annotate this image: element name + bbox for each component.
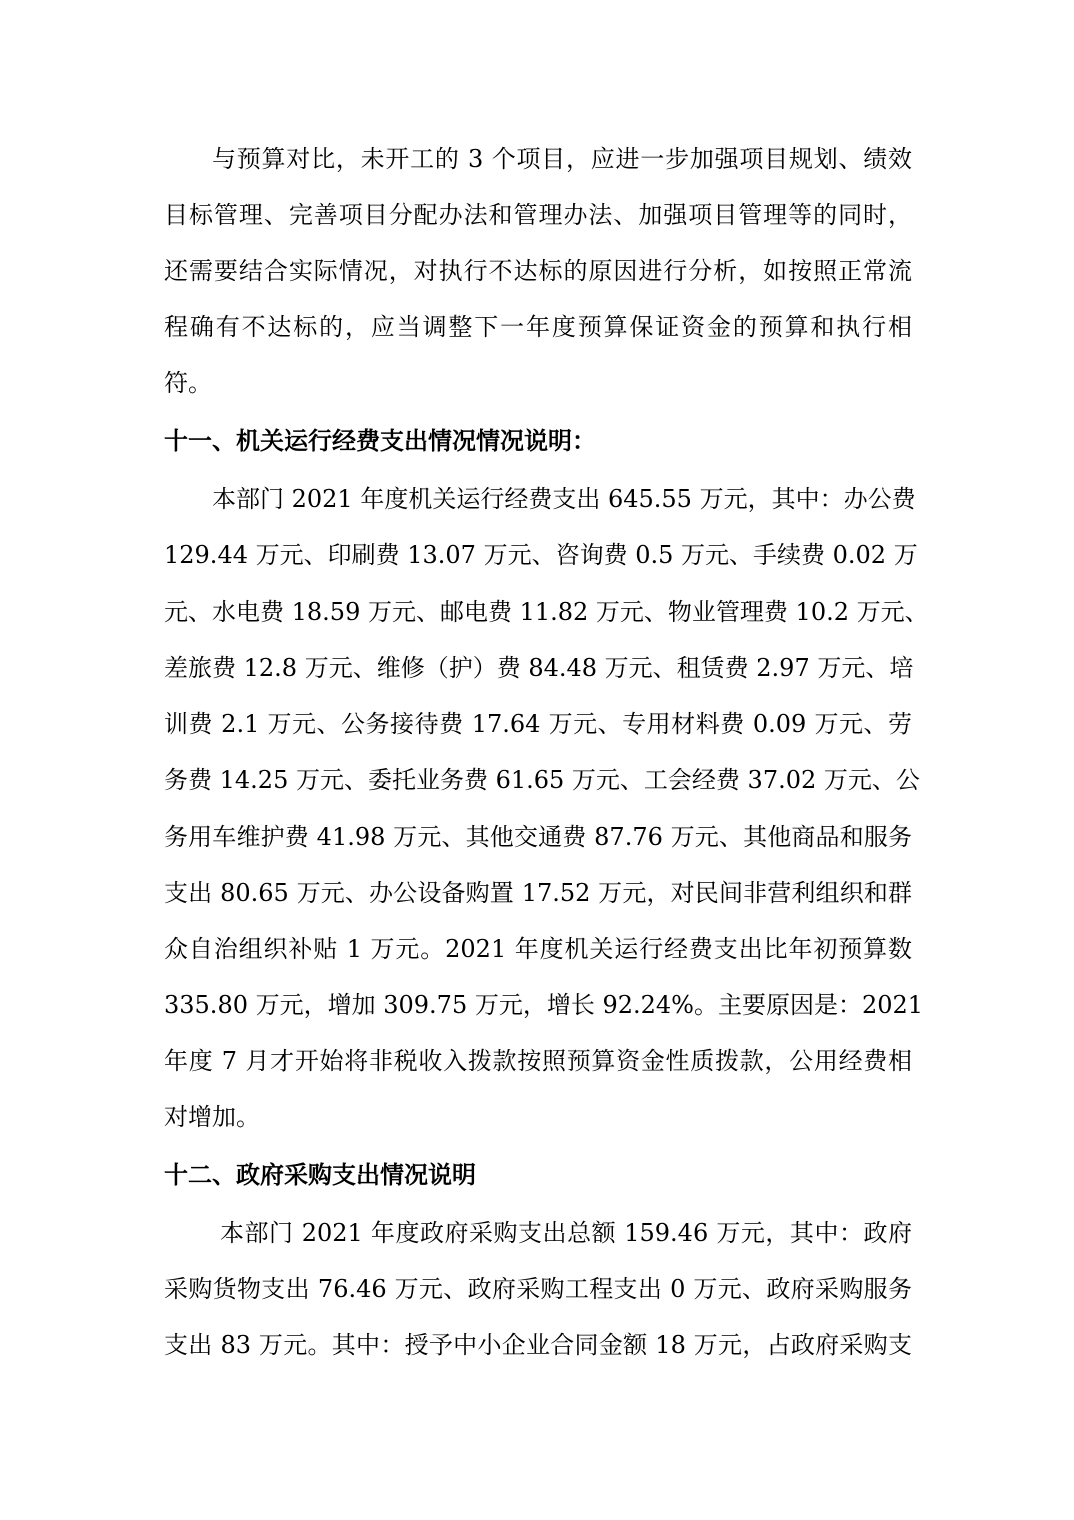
section-11-line-6: 务费 14.25 万元、委托业务费 61.65 万元、工会经费 37.02 万元、公	[164, 766, 920, 794]
section-11-line-3: 元、水电费 18.59 万元、邮电费 11.82 万元、物业管理费 10.2 万元、	[164, 598, 929, 626]
section-11-line-9: 众自治组织补贴 1 万元。2021 年度机关运行经费支出比年初预算数	[164, 935, 912, 963]
section-11-line-8: 支出 80.65 万元、办公设备购置 17.52 万元，对民间非营利组织和群	[164, 879, 912, 907]
section-12-heading: 十二、政府采购支出情况说明	[164, 1160, 476, 1189]
section-11-line-4: 差旅费 12.8 万元、维修（护）费 84.48 万元、租赁费 2.97 万元、培	[164, 654, 914, 682]
paragraph-1-line-2: 目标管理、完善项目分配办法和管理办法、加强项目管理等的同时，	[164, 201, 912, 229]
section-11-line-1: 本部门 2021 年度机关运行经费支出 645.55 万元，其中：办公费	[212, 485, 916, 513]
paragraph-1-line-1: 与预算对比，未开工的 3 个项目，应进一步加强项目规划、绩效	[212, 145, 912, 173]
section-11-line-5: 训费 2.1 万元、公务接待费 17.64 万元、专用材料费 0.09 万元、劳	[164, 710, 912, 738]
section-11-line-7: 务用车维护费 41.98 万元、其他交通费 87.76 万元、其他商品和服务	[164, 823, 912, 851]
section-11-line-11: 年度 7 月才开始将非税收入拨款按照预算资金性质拨款，公用经费相	[164, 1047, 912, 1075]
section-11-line-12: 对增加。	[164, 1103, 260, 1131]
section-11-line-10: 335.80 万元，增加 309.75 万元，增长 92.24%。主要原因是：2021	[164, 991, 924, 1019]
section-12-line-2: 采购货物支出 76.46 万元、政府采购工程支出 0 万元、政府采购服务	[164, 1275, 912, 1303]
paragraph-1-line-4: 程确有不达标的，应当调整下一年度预算保证资金的预算和执行相	[164, 313, 912, 341]
section-12-line-3: 支出 83 万元。其中：授予中小企业合同金额 18 万元，占政府采购支	[164, 1331, 912, 1359]
section-12-line-1: 本部门 2021 年度政府采购支出总额 159.46 万元，其中：政府	[220, 1219, 912, 1247]
section-11-line-2: 129.44 万元、印刷费 13.07 万元、咨询费 0.5 万元、手续费 0.02 万	[164, 541, 918, 569]
paragraph-1-line-5: 符。	[164, 369, 212, 397]
paragraph-1-line-3: 还需要结合实际情况，对执行不达标的原因进行分析，如按照正常流	[164, 257, 912, 285]
section-11-heading: 十一、机关运行经费支出情况情况说明：	[164, 426, 596, 455]
